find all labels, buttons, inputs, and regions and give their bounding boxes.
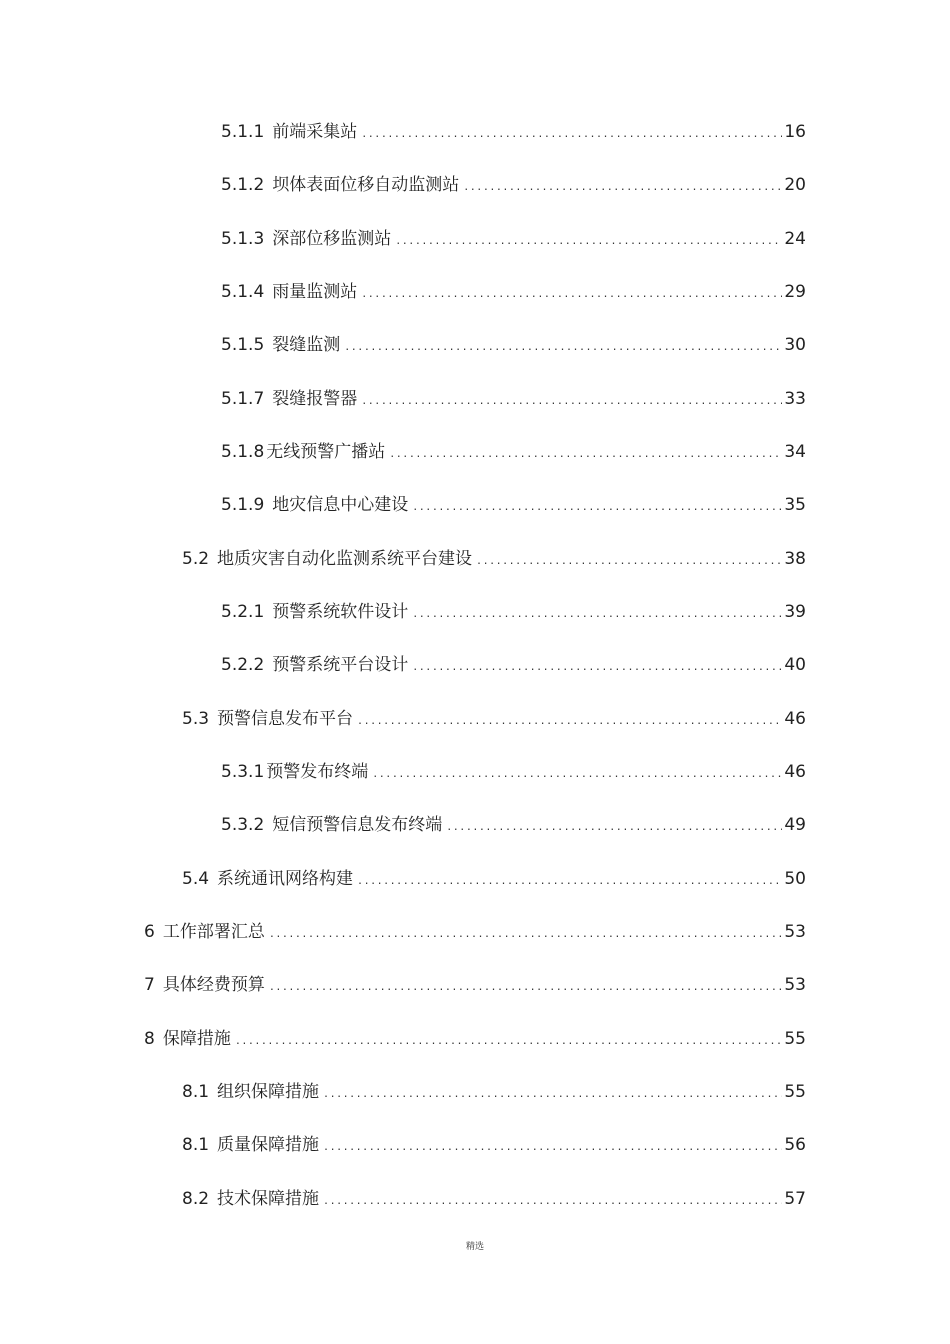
- toc-title: 具体经费预算: [162, 975, 265, 995]
- toc-title: 坝体表面位移自动监测站: [272, 175, 460, 195]
- toc-page-number: 53: [784, 922, 806, 942]
- toc-entry-5-1-7[interactable]: [221, 385, 806, 413]
- toc-entry-5-3-2[interactable]: [221, 811, 806, 839]
- toc-entry-5-1-1[interactable]: [221, 118, 806, 146]
- toc-number: 5.1.7: [221, 389, 265, 409]
- toc-page-number: 46: [784, 762, 806, 782]
- toc-number: 5.1.1: [221, 122, 265, 142]
- dot-leader: [395, 228, 782, 256]
- toc-entry-5-1-9[interactable]: [221, 491, 806, 519]
- dot-leader: [412, 601, 782, 629]
- toc-entry-5-3[interactable]: [182, 705, 806, 733]
- dot-leader: [476, 548, 782, 576]
- dot-leader: [269, 921, 783, 949]
- toc-page-number: 55: [784, 1029, 806, 1049]
- toc-entry-5-2-2[interactable]: [221, 651, 806, 679]
- dot-leader: [446, 814, 782, 842]
- toc-entry-8-1-quality[interactable]: [182, 1131, 806, 1159]
- dot-leader: [323, 1188, 782, 1216]
- toc-title: 预警系统平台设计: [272, 655, 409, 675]
- toc-title: 深部位移监测站: [272, 229, 392, 249]
- dot-leader: [361, 281, 782, 309]
- toc-page-number: 33: [784, 389, 806, 409]
- toc-title: 组织保障措施: [217, 1082, 320, 1102]
- toc-title: 地灾信息中心建设: [272, 495, 409, 515]
- dot-leader: [357, 708, 782, 736]
- toc-number: 5.3: [182, 709, 210, 729]
- toc-number: 5.1.4: [221, 282, 265, 302]
- toc-entry-6[interactable]: [144, 918, 806, 946]
- toc-number: 5.2: [182, 549, 210, 569]
- toc-title: 裂缝报警器: [272, 389, 358, 409]
- toc-page-number: 49: [784, 815, 806, 835]
- toc-page-number: 40: [784, 655, 806, 675]
- dot-leader: [463, 174, 782, 202]
- toc-number: 5.1.3: [221, 229, 265, 249]
- dot-leader: [361, 388, 782, 416]
- toc-entry-5-1-4[interactable]: [221, 278, 806, 306]
- toc-page-number: 24: [784, 229, 806, 249]
- toc-page-number: 20: [784, 175, 806, 195]
- dot-leader: [323, 1134, 782, 1162]
- toc-number: 5.3.1: [221, 762, 265, 782]
- toc-entry-5-3-1[interactable]: [221, 758, 806, 786]
- dot-leader: [344, 334, 782, 362]
- toc-number: 5.2.1: [221, 602, 265, 622]
- toc-page-number: 38: [784, 549, 806, 569]
- toc-number: 5.4: [182, 869, 210, 889]
- toc-page-number: 57: [784, 1189, 806, 1209]
- toc-page-number: 30: [784, 335, 806, 355]
- toc-page-number: 55: [784, 1082, 806, 1102]
- toc-title: 预警信息发布平台: [217, 709, 354, 729]
- toc-entry-5-4[interactable]: [182, 865, 806, 893]
- toc-title: 短信预警信息发布终端: [272, 815, 443, 835]
- toc-title: 质量保障措施: [217, 1135, 320, 1155]
- toc-page-number: 16: [784, 122, 806, 142]
- toc-title: 系统通讯网络构建: [217, 869, 354, 889]
- dot-leader: [357, 868, 782, 896]
- toc-page-number: 50: [784, 869, 806, 889]
- toc-entry-5-1-2[interactable]: [221, 171, 806, 199]
- toc-page-number: 34: [784, 442, 806, 462]
- toc-page-number: 53: [784, 975, 806, 995]
- dot-leader: [389, 441, 782, 469]
- dot-leader: [372, 761, 782, 789]
- toc-number: 8.1: [182, 1082, 210, 1102]
- toc-number: 8: [144, 1029, 155, 1049]
- dot-leader: [269, 974, 783, 1002]
- toc-number: 8.1: [182, 1135, 210, 1155]
- toc-title: 裂缝监测: [272, 335, 341, 355]
- toc-page-number: 46: [784, 709, 806, 729]
- toc-number: 7: [144, 975, 155, 995]
- toc-entry-8-2[interactable]: [182, 1185, 806, 1213]
- toc-entry-8-1-organization[interactable]: [182, 1078, 806, 1106]
- toc-number: 6: [144, 922, 155, 942]
- toc-entry-5-1-8[interactable]: [221, 438, 806, 466]
- toc-page-number: 56: [784, 1135, 806, 1155]
- toc-title: 前端采集站: [272, 122, 358, 142]
- toc-entry-7[interactable]: [144, 971, 806, 999]
- toc-title: 工作部署汇总: [162, 922, 265, 942]
- toc-title: 预警系统软件设计: [272, 602, 409, 622]
- toc-number: 5.1.5: [221, 335, 265, 355]
- toc-number: 8.2: [182, 1189, 210, 1209]
- toc-entry-8[interactable]: [144, 1025, 806, 1053]
- toc-number: 5.1.9: [221, 495, 265, 515]
- toc-title: 地质灾害自动化监测系统平台建设: [217, 549, 473, 569]
- toc-page-number: 29: [784, 282, 806, 302]
- toc-title: 无线预警广播站: [266, 442, 386, 462]
- toc-page-number: 39: [784, 602, 806, 622]
- dot-leader: [412, 654, 782, 682]
- dot-leader: [412, 494, 782, 522]
- toc-number: 5.2.2: [221, 655, 265, 675]
- toc-entry-5-1-5[interactable]: [221, 331, 806, 359]
- dot-leader: [323, 1081, 782, 1109]
- toc-number: 5.1.2: [221, 175, 265, 195]
- dot-leader: [235, 1028, 783, 1056]
- toc-title: 预警发布终端: [266, 762, 369, 782]
- toc-title: 保障措施: [162, 1029, 231, 1049]
- toc-entry-5-2-1[interactable]: [221, 598, 806, 626]
- page-footer: 精选: [465, 1242, 484, 1252]
- toc-title: 技术保障措施: [217, 1189, 320, 1209]
- toc-entry-5-2[interactable]: [182, 545, 806, 573]
- toc-number: 5.3.2: [221, 815, 265, 835]
- dot-leader: [361, 121, 782, 149]
- toc-entry-5-1-3[interactable]: [221, 225, 806, 253]
- toc-number: 5.1.8: [221, 442, 265, 462]
- toc-title: 雨量监测站: [272, 282, 358, 302]
- toc-page-number: 35: [784, 495, 806, 515]
